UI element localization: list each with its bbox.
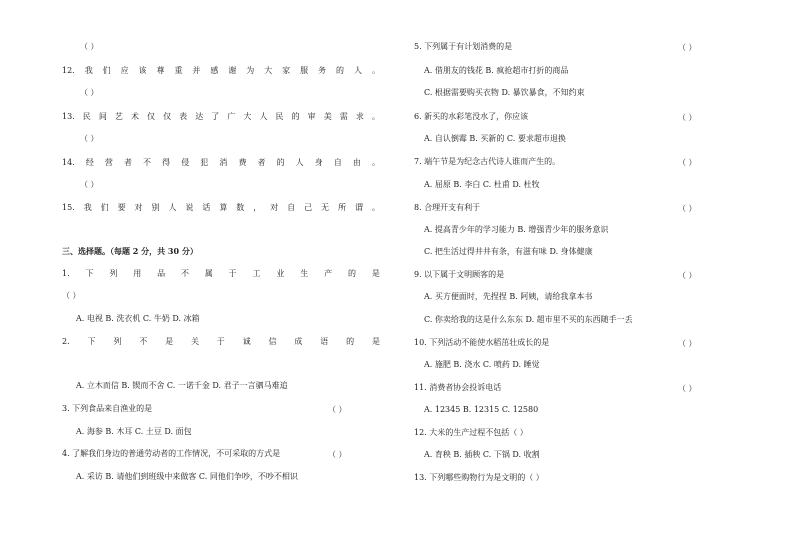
- question-char: 消: [219, 158, 228, 167]
- question-char: 是: [165, 337, 174, 346]
- question-char: 自: [333, 158, 342, 167]
- question-char: 我: [84, 66, 93, 75]
- question-char: 重: [174, 66, 183, 75]
- c9-answer-blank[interactable]: （ ）: [678, 271, 697, 280]
- question-char: 不: [180, 269, 189, 278]
- q12-text: [62, 66, 380, 76]
- question-char: 关: [190, 337, 199, 346]
- c7-text: 7. 端午节是为纪念古代诗人谁而产生的。: [414, 157, 561, 166]
- c11-options: A. 12345 B. 12315 C. 12580: [424, 405, 539, 414]
- q14-text: [62, 158, 380, 168]
- c1-options: A. 电视 B. 洗衣机 C. 牛奶 D. 冰箱: [76, 314, 200, 323]
- question-char: 术: [130, 112, 139, 121]
- question-char: 务: [318, 66, 327, 75]
- c7-answer-blank[interactable]: （ ）: [678, 158, 697, 167]
- question-char: 尊: [156, 66, 165, 75]
- question-char: 对: [270, 203, 279, 212]
- question-char: 是: [371, 337, 380, 346]
- question-char: 仅: [147, 112, 156, 121]
- question-char: 表: [179, 112, 188, 121]
- c7-options: A. 屈原 B. 李白 C. 杜甫 D. 杜牧: [424, 180, 540, 189]
- question-char: 人: [168, 203, 177, 212]
- c4-answer-blank[interactable]: （ ）: [328, 450, 347, 459]
- c5-text: 5. 下列属于有计划消费的是: [414, 42, 513, 51]
- question-char: 艺: [114, 112, 123, 121]
- question-char: 诚: [242, 337, 251, 346]
- question-char: 算: [219, 203, 228, 212]
- question-char: 该: [138, 66, 147, 75]
- question-char: 的: [291, 112, 300, 121]
- question-char: 不: [143, 158, 152, 167]
- c9-text: 9. 以下属于文明顾客的是: [414, 270, 505, 279]
- c10-answer-blank[interactable]: （ ）: [678, 339, 697, 348]
- c2-options: A. 立木而信 B. 锲而不舍 C. 一诺千金 D. 君子一言驷马难追: [76, 381, 288, 390]
- c4-text: 4. 了解我们身边的普通劳动者的工作情况，不可采取的方式是: [62, 449, 281, 458]
- q12-row: [62, 66, 380, 76]
- question-char: 营: [104, 158, 113, 167]
- question-char: 美: [323, 112, 332, 121]
- question-char: 求: [355, 112, 364, 121]
- c2-row: [62, 337, 380, 347]
- question-char: 感: [210, 66, 219, 75]
- c12-text: 12. 大米的生产过程不包括（ ）: [414, 428, 528, 437]
- question-char: 服: [300, 66, 309, 75]
- question-char: 经: [85, 158, 94, 167]
- question-char: 列: [113, 337, 122, 346]
- question-char: 产: [324, 269, 333, 278]
- q13-row: [62, 112, 380, 122]
- section-3-heading: 三、选择题。（每题 2 分，共 30 分）: [62, 246, 198, 256]
- question-char: 人: [259, 112, 268, 121]
- question-char: 语: [320, 337, 329, 346]
- question-char: 用: [133, 269, 142, 278]
- question-char: 者: [123, 158, 132, 167]
- c13-text: 13. 下列哪些购物行为是文明的（ ）: [414, 473, 544, 482]
- c8-text: 8. 合理开支有利于: [414, 203, 481, 212]
- question-char: 下: [85, 269, 94, 278]
- question-char: 生: [300, 269, 309, 278]
- c11-text: 11. 消费者协会投诉电话: [414, 383, 502, 392]
- c11-answer-blank[interactable]: （ ）: [678, 384, 697, 393]
- question-char: 应: [120, 66, 129, 75]
- question-number: 13.: [62, 112, 75, 121]
- c6-text: 6. 新买的水彩笔没水了，你应该: [414, 112, 529, 121]
- question-char: 属: [204, 269, 213, 278]
- question-char: 业: [276, 269, 285, 278]
- question-char: 犯: [200, 158, 209, 167]
- question-char: 。: [371, 66, 380, 75]
- question-char: 由: [352, 158, 361, 167]
- q11-answer-blank[interactable]: （ ）: [80, 42, 99, 51]
- question-char: 于: [216, 337, 225, 346]
- question-number: 14.: [62, 158, 75, 167]
- question-char: ，: [253, 203, 262, 212]
- question-char: 的: [336, 66, 345, 75]
- c3-answer-blank[interactable]: （ ）: [328, 405, 347, 414]
- question-char: 不: [139, 337, 148, 346]
- c6-options: A. 自认倒霉 B. 买新的 C. 要求超市退换: [424, 134, 566, 143]
- c3-text: 3. 下列食品来自渔业的是: [62, 404, 153, 413]
- question-char: 身: [314, 158, 323, 167]
- question-char: 得: [162, 158, 171, 167]
- question-number: 2.: [62, 337, 70, 346]
- c8-answer-blank[interactable]: （ ）: [678, 204, 697, 213]
- question-char: 。: [371, 112, 380, 121]
- q15-row: [62, 203, 380, 213]
- question-char: 达: [195, 112, 204, 121]
- q14-answer-blank[interactable]: （ ）: [80, 180, 99, 189]
- c9-options-1: A. 买方便面时，先捏捏 B. 阿姨，请给我拿本书: [424, 292, 593, 301]
- question-char: 谢: [228, 66, 237, 75]
- question-char: 需: [339, 112, 348, 121]
- question-char: 说: [185, 203, 194, 212]
- c8-options-2: C. 把生活过得井井有条，有滋有味 D. 身体健康: [424, 247, 593, 256]
- question-char: 人: [295, 158, 304, 167]
- question-char: 并: [192, 66, 201, 75]
- question-char: 所: [337, 203, 346, 212]
- q13-answer-blank[interactable]: （ ）: [80, 134, 99, 143]
- question-char: 下: [87, 337, 96, 346]
- question-char: 的: [347, 269, 356, 278]
- question-number: 12.: [62, 66, 75, 75]
- question-char: 是: [371, 269, 380, 278]
- question-char: 了: [211, 112, 220, 121]
- c4-options: A. 采访 B. 请他们到班级中来做客 C. 同他们争吵，不吵不相识: [76, 472, 298, 481]
- question-char: 们: [100, 203, 109, 212]
- question-char: 无: [321, 203, 330, 212]
- question-char: 的: [346, 337, 355, 346]
- question-char: 对: [134, 203, 143, 212]
- c6-answer-blank[interactable]: （ ）: [678, 113, 697, 122]
- c10-text: 10. 下列活动不能使水稻茁壮成长的是: [414, 338, 550, 347]
- question-char: 间: [98, 112, 107, 121]
- question-char: 要: [117, 203, 126, 212]
- question-char: 者: [257, 158, 266, 167]
- question-char: 别: [151, 203, 160, 212]
- question-char: 大: [264, 66, 273, 75]
- question-char: 费: [238, 158, 247, 167]
- c8-options-1: A. 提高青少年的学习能力 B. 增强青少年的服务意识: [424, 225, 609, 234]
- c10-options: A. 施肥 B. 浇水 C. 喷药 D. 睡觉: [424, 360, 540, 369]
- question-char: 为: [246, 66, 255, 75]
- question-char: 于: [228, 269, 237, 278]
- question-char: 广: [227, 112, 236, 121]
- question-char: 仅: [163, 112, 172, 121]
- q12-answer-blank[interactable]: （ ）: [80, 88, 99, 97]
- c5-options-1: A. 借朋友的钱花 B. 疯抢超市打折的商品: [424, 66, 569, 75]
- question-char: 成: [294, 337, 303, 346]
- question-char: 工: [252, 269, 261, 278]
- question-char: 人: [353, 66, 362, 75]
- question-char: 品: [157, 269, 166, 278]
- question-char: 的: [276, 158, 285, 167]
- question-char: 。: [371, 158, 380, 167]
- question-char: 们: [102, 66, 111, 75]
- question-char: 自: [287, 203, 296, 212]
- c12-options: A. 育秧 B. 插秧 C. 下锅 D. 收割: [424, 450, 540, 459]
- question-char: 数: [236, 203, 245, 212]
- c1-answer-blank[interactable]: （ ）: [62, 291, 81, 300]
- question-char: 侵: [181, 158, 190, 167]
- c3-options: A. 海参 B. 木耳 C. 土豆 D. 面包: [76, 427, 192, 436]
- question-number: 15.: [62, 203, 75, 212]
- question-number: 1.: [62, 269, 70, 278]
- question-char: 信: [268, 337, 277, 346]
- c1-text: [62, 269, 380, 279]
- question-char: 谓: [354, 203, 363, 212]
- question-char: 己: [304, 203, 313, 212]
- question-char: 列: [109, 269, 118, 278]
- q14-row: [62, 158, 380, 168]
- question-char: 大: [243, 112, 252, 121]
- question-char: 民: [275, 112, 284, 121]
- q13-text: [62, 112, 380, 122]
- q15-text: [62, 203, 380, 213]
- c5-options-2: C. 根据需要购买衣物 D. 暴饮暴食，不知约束: [424, 88, 585, 97]
- c1-row: [62, 269, 380, 279]
- question-char: 家: [282, 66, 291, 75]
- question-char: 。: [371, 203, 380, 212]
- c9-options-2: C. 你卖给我的这是什么东东 D. 超市里不买的东西随手一丢: [424, 315, 633, 324]
- question-char: 民: [82, 112, 91, 121]
- c5-answer-blank[interactable]: （ ）: [678, 43, 697, 52]
- question-char: 审: [307, 112, 316, 121]
- c2-text: [62, 337, 380, 347]
- question-char: 我: [83, 203, 92, 212]
- question-char: 话: [202, 203, 211, 212]
